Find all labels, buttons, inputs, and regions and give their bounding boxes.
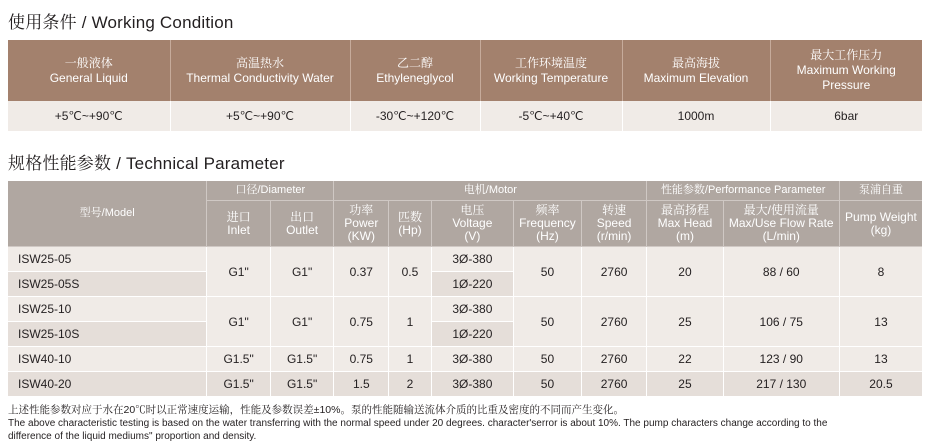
tp-sub-en: Inlet — [227, 222, 250, 237]
tp-cell-hp: 1 — [389, 347, 431, 372]
tp-cell-frequency: 50 — [514, 297, 582, 347]
tp-cell-max-head: 25 — [647, 297, 723, 347]
tp-header-max-head — [647, 201, 723, 247]
tp-cell-model: ISW25-05S — [8, 272, 207, 297]
footnote-english-line1: The above characteristic testing is based on the water transferring with the normal speed under 20 degrees. character'serror is about 10%. The pump characters change according to the — [8, 418, 828, 429]
tp-header-pump-weight-group: 泵浦自重 — [839, 181, 922, 201]
tp-cell-voltage: 3Ø-380 — [431, 297, 514, 322]
tp-sub-en: Outlet — [286, 222, 319, 237]
tp-cell-frequency: 50 — [514, 372, 582, 397]
tp-cell-hp: 1 — [389, 297, 431, 347]
tp-cell-power: 0.37 — [334, 247, 389, 297]
wc-header-en: General Liquid — [49, 70, 128, 85]
wc-header-cn: 一般液体 — [64, 55, 113, 70]
tp-cell-flow: 106 / 75 — [723, 297, 839, 347]
tp-header-power — [334, 201, 389, 247]
working-condition-table — [8, 40, 922, 131]
tp-cell-weight: 20.5 — [839, 372, 922, 397]
tp-sub-unit: (kg) — [870, 222, 892, 237]
tp-sub-cn: 电压 — [460, 203, 485, 217]
tp-header-pump-weight — [839, 201, 922, 247]
tp-cell-outlet: G1" — [270, 247, 333, 297]
tp-sub-unit: (Hz) — [536, 229, 559, 243]
tp-sub-cn: 匹数 — [397, 209, 422, 224]
tp-sub-en: Pump Weight — [845, 209, 917, 224]
tp-sub-cn: 频率 — [535, 203, 560, 217]
tp-header-outlet — [270, 201, 333, 247]
tp-cell-power: 1.5 — [334, 372, 389, 397]
tp-cell-hp: 2 — [389, 372, 431, 397]
table-row — [8, 372, 922, 397]
tp-cell-model: ISW40-10 — [8, 347, 207, 372]
tp-sub-en: Power — [344, 216, 379, 230]
tp-cell-speed: 2760 — [581, 372, 647, 397]
tp-sub-unit: (L/min) — [762, 229, 800, 243]
tp-cell-frequency: 50 — [514, 347, 582, 372]
wc-header-maximum-elevation — [622, 40, 770, 101]
tp-cell-outlet: G1" — [270, 297, 333, 347]
tp-cell-hp: 0.5 — [389, 247, 431, 297]
tp-sub-cn: 最高扬程 — [660, 203, 709, 217]
tp-cell-model: ISW25-10S — [8, 322, 207, 347]
tp-cell-power: 0.75 — [334, 297, 389, 347]
tp-cell-max-head: 20 — [647, 247, 723, 297]
table-row — [8, 347, 922, 372]
tp-sub-unit: (m) — [675, 229, 694, 243]
tp-sub-cn: 出口 — [290, 209, 315, 224]
tp-sub-cn: 进口 — [226, 209, 251, 224]
tp-cell-weight: 13 — [839, 297, 922, 347]
tp-header-voltage — [431, 201, 514, 247]
tp-header-hp — [389, 201, 431, 247]
wc-value-thermal-water: +5℃~+90℃ — [170, 101, 350, 131]
wc-header-cn: 最大工作压力 — [810, 48, 883, 62]
tp-sub-en: Voltage — [452, 216, 493, 230]
tp-cell-inlet: G1" — [207, 247, 270, 297]
footnote-chinese: 上述性能参数对应于水在20℃时以正常速度运输，性能及参数误差±10%。泵的性能随输送流体介质的比重及密度的不同而产生变化。 — [8, 404, 624, 416]
tp-sub-cn: 功率 — [349, 203, 374, 217]
table-row — [8, 101, 922, 131]
wc-header-en: Working Temperature — [493, 70, 609, 85]
tp-header-frequency — [514, 201, 582, 247]
wc-header-maximum-working-pressure — [770, 40, 922, 101]
wc-value-maximum-elevation: 1000m — [622, 101, 770, 131]
tp-cell-frequency: 50 — [514, 247, 582, 297]
tp-cell-flow: 123 / 90 — [723, 347, 839, 372]
tp-sub-unit: (KW) — [347, 229, 375, 243]
tp-header-motor: 电机/Motor — [334, 181, 647, 201]
tp-sub-cn: 最大/使用流量 — [743, 203, 819, 217]
wc-value-working-temperature: -5℃~+40℃ — [480, 101, 622, 131]
tp-cell-flow: 217 / 130 — [723, 372, 839, 397]
tp-sub-cn: 转速 — [602, 203, 627, 217]
tp-header-speed — [581, 201, 647, 247]
tp-sub-en: (Hp) — [398, 222, 422, 237]
tp-header-model: 型号/Model — [8, 181, 207, 247]
tp-header-inlet — [207, 201, 270, 247]
tp-sub-unit: (V) — [464, 229, 481, 243]
wc-header-en: Ethyleneglycol — [376, 70, 454, 85]
wc-value-maximum-working-pressure: 6bar — [770, 101, 922, 131]
tp-header-performance: 性能参数/Performance Parameter — [647, 181, 840, 201]
tp-cell-model: ISW25-10 — [8, 297, 207, 322]
tp-cell-power: 0.75 — [334, 347, 389, 372]
tp-sub-en: Frequency — [519, 216, 576, 230]
wc-header-ethyleneglycol — [350, 40, 480, 101]
tp-cell-speed: 2760 — [581, 297, 647, 347]
tp-sub-en: Max/Use Flow Rate — [728, 216, 834, 230]
wc-header-en: Maximum Working Pressure — [796, 63, 896, 92]
wc-header-en: Maximum Elevation — [643, 70, 749, 85]
tp-cell-speed: 2760 — [581, 347, 647, 372]
wc-header-cn: 乙二醇 — [396, 55, 433, 70]
tp-sub-en: Max Head — [657, 216, 713, 230]
tp-cell-outlet: G1.5" — [270, 347, 333, 372]
tp-cell-voltage: 3Ø-380 — [431, 372, 514, 397]
technical-parameter-title: 规格性能参数 / Technical Parameter — [8, 154, 285, 173]
working-condition-title: 使用条件 / Working Condition — [8, 13, 234, 32]
wc-header-working-temperature — [480, 40, 622, 101]
tp-header-diameter: 口径/Diameter — [207, 181, 334, 201]
tp-cell-voltage: 3Ø-380 — [431, 347, 514, 372]
tp-cell-max-head: 22 — [647, 347, 723, 372]
footnote — [8, 404, 922, 443]
tp-cell-inlet: G1.5" — [207, 347, 270, 372]
tp-sub-en: Speed — [596, 216, 632, 230]
tp-cell-voltage: 1Ø-220 — [431, 322, 514, 347]
wc-header-thermal-water — [170, 40, 350, 101]
tp-cell-weight: 8 — [839, 247, 922, 297]
technical-parameter-table — [8, 181, 922, 397]
tp-cell-model: ISW40-20 — [8, 372, 207, 397]
tp-sub-unit: (r/min) — [596, 229, 632, 243]
tp-cell-voltage: 3Ø-380 — [431, 247, 514, 272]
table-group-header-row — [8, 181, 922, 201]
wc-header-cn: 工作环境温度 — [514, 55, 587, 70]
tp-cell-max-head: 25 — [647, 372, 723, 397]
table-row — [8, 247, 922, 272]
tp-cell-voltage: 1Ø-220 — [431, 272, 514, 297]
footnote-english-line2: difference of the liquid mediums" proportion and density. — [8, 431, 257, 442]
tp-cell-outlet: G1.5" — [270, 372, 333, 397]
wc-value-general-liquid: +5℃~+90℃ — [8, 101, 170, 131]
wc-header-general-liquid — [8, 40, 170, 101]
tp-header-flow-rate — [723, 201, 839, 247]
wc-header-cn: 高温热水 — [235, 55, 284, 70]
tp-cell-speed: 2760 — [581, 247, 647, 297]
tp-cell-inlet: G1.5" — [207, 372, 270, 397]
wc-header-cn: 最高海拔 — [671, 55, 720, 70]
table-header-row — [8, 40, 922, 101]
tp-cell-flow: 88 / 60 — [723, 247, 839, 297]
wc-header-en: Thermal Conductivity Water — [186, 70, 334, 85]
tp-cell-weight: 13 — [839, 347, 922, 372]
wc-value-ethyleneglycol: -30℃~+120℃ — [350, 101, 480, 131]
tp-cell-model: ISW25-05 — [8, 247, 207, 272]
table-row — [8, 297, 922, 322]
tp-cell-inlet: G1" — [207, 297, 270, 347]
